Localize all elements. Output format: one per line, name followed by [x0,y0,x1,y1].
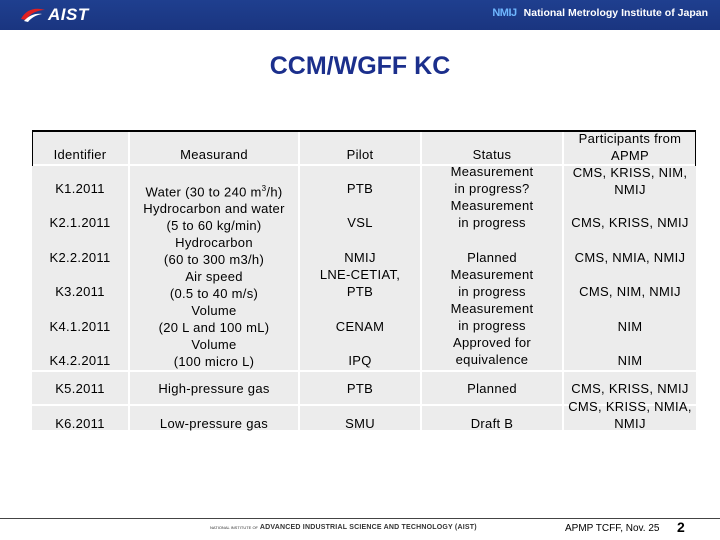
pilot-k4-2: IPQ [348,353,372,368]
header-pilot: Pilot [346,147,374,162]
participants-k3: CMS, NIM, NMIJ [579,284,681,299]
footer-institute-name: ADVANCED INDUSTRIAL SCIENCE AND TECHNOLOGY (AIST) [259,524,477,531]
header-identifier: Identifier [53,147,107,162]
measurand-line: Volume [191,303,237,319]
participants-line: CMS, KRISS, NIM, [572,165,688,180]
participants-line: CMS, KRISS, NMIA, [568,399,692,414]
pilot-k6: SMU [345,416,375,431]
identifier-k2-2: K2.2.2011 [49,250,111,265]
measurand-line: (60 to 300 m3/h) [163,252,265,268]
nmij-logo [492,7,708,19]
measurand-k5: High-pressure gas [158,381,270,396]
measurand-k6: Low-pressure gas [159,416,269,431]
footer-institute-prefix: NATIONAL INSTITUTE OF [210,525,259,530]
header-status: Status [472,147,512,162]
footer-rule [0,518,720,519]
participants-k2-2: CMS, NMIA, NMIJ [574,250,686,265]
header-bar [0,0,720,30]
measurand-line: (100 micro L) [173,354,255,370]
header-participants-line: APMP [610,148,650,163]
status-k5: Planned [467,381,517,396]
measurand-line: Volume [191,337,237,353]
participants-k4-1: NIM [617,319,643,334]
status-line: in progress [458,284,526,299]
identifier-k1: K1.2011 [55,181,105,196]
status-line: Measurement [450,164,534,179]
pilot-line: NMIJ [344,250,376,265]
status-line: Measurement [450,267,534,282]
measurand-line: Hydrocarbon [175,235,253,251]
aist-logo-text: AIST [48,5,89,24]
measurand-line: Hydrocarbon and water [143,201,285,217]
status-line: Measurement [450,198,534,213]
status-line: in progress [458,318,526,333]
aist-swoosh-icon [20,6,46,24]
header-participants-line: Participants from [578,131,682,146]
pilot-k2-2-stack [300,249,420,300]
participants-k5: CMS, KRISS, NMIJ [571,381,689,396]
status-line: Approved for [452,335,532,350]
measurand-line: (0.5 to 40 m/s) [169,286,259,302]
identifier-k3: K3.2011 [55,284,105,299]
identifier-k2-1: K2.1.2011 [49,215,111,230]
institute-name: National Metrology Institute of Japan [523,7,708,19]
pilot-k2-1: VSL [347,215,373,230]
participants-k4-2: NIM [617,353,643,368]
pilot-k1: PTB [346,181,374,196]
pilot-k5: PTB [346,381,374,396]
measurand-line: (20 L and 100 mL) [158,320,270,336]
participants-line: NMIJ [614,182,646,197]
participants-k6-stack [564,398,696,432]
measurand-line: (5 to 60 kg/min) [166,218,262,234]
nmij-mark: NMIJ [492,7,517,19]
measurand-line: Air speed [185,269,243,285]
footer-conference: APMP TCFF, Nov. 25 [565,523,660,534]
identifier-k5: K5.2011 [55,381,105,396]
header-participants [564,130,696,164]
identifier-k4-1: K4.1.2011 [49,319,111,334]
status-k6: Draft B [470,416,514,431]
status-stack-1 [422,163,562,231]
identifier-k6: K6.2011 [55,416,105,431]
identifier-k4-2: K4.2.2011 [49,353,111,368]
participants-k1-stack [564,164,696,198]
status-line: in progress? [454,181,530,196]
measurand-stack [130,180,298,370]
status-line: equivalence [455,352,529,367]
status-stack-2 [422,266,562,368]
pilot-k4-1: CENAM [335,319,385,334]
participants-k2-1: CMS, KRISS, NMIJ [571,215,689,230]
status-line: in progress [458,215,526,230]
page-title: CCM/WGFF KC [269,52,451,80]
pilot-line: LNE-CETIAT, [319,267,401,282]
header-measurand: Measurand [180,147,248,162]
status-k2-2: Planned [467,250,517,265]
measurand-water: Water (30 to 240 $m^3/h$) [145,184,283,200]
footer-institute [210,524,477,531]
pilot-line: PTB [346,284,374,299]
participants-line: NMIJ [614,416,646,431]
page-number: 2 [677,519,685,535]
aist-logo [20,4,89,26]
status-line: Measurement [450,301,534,316]
